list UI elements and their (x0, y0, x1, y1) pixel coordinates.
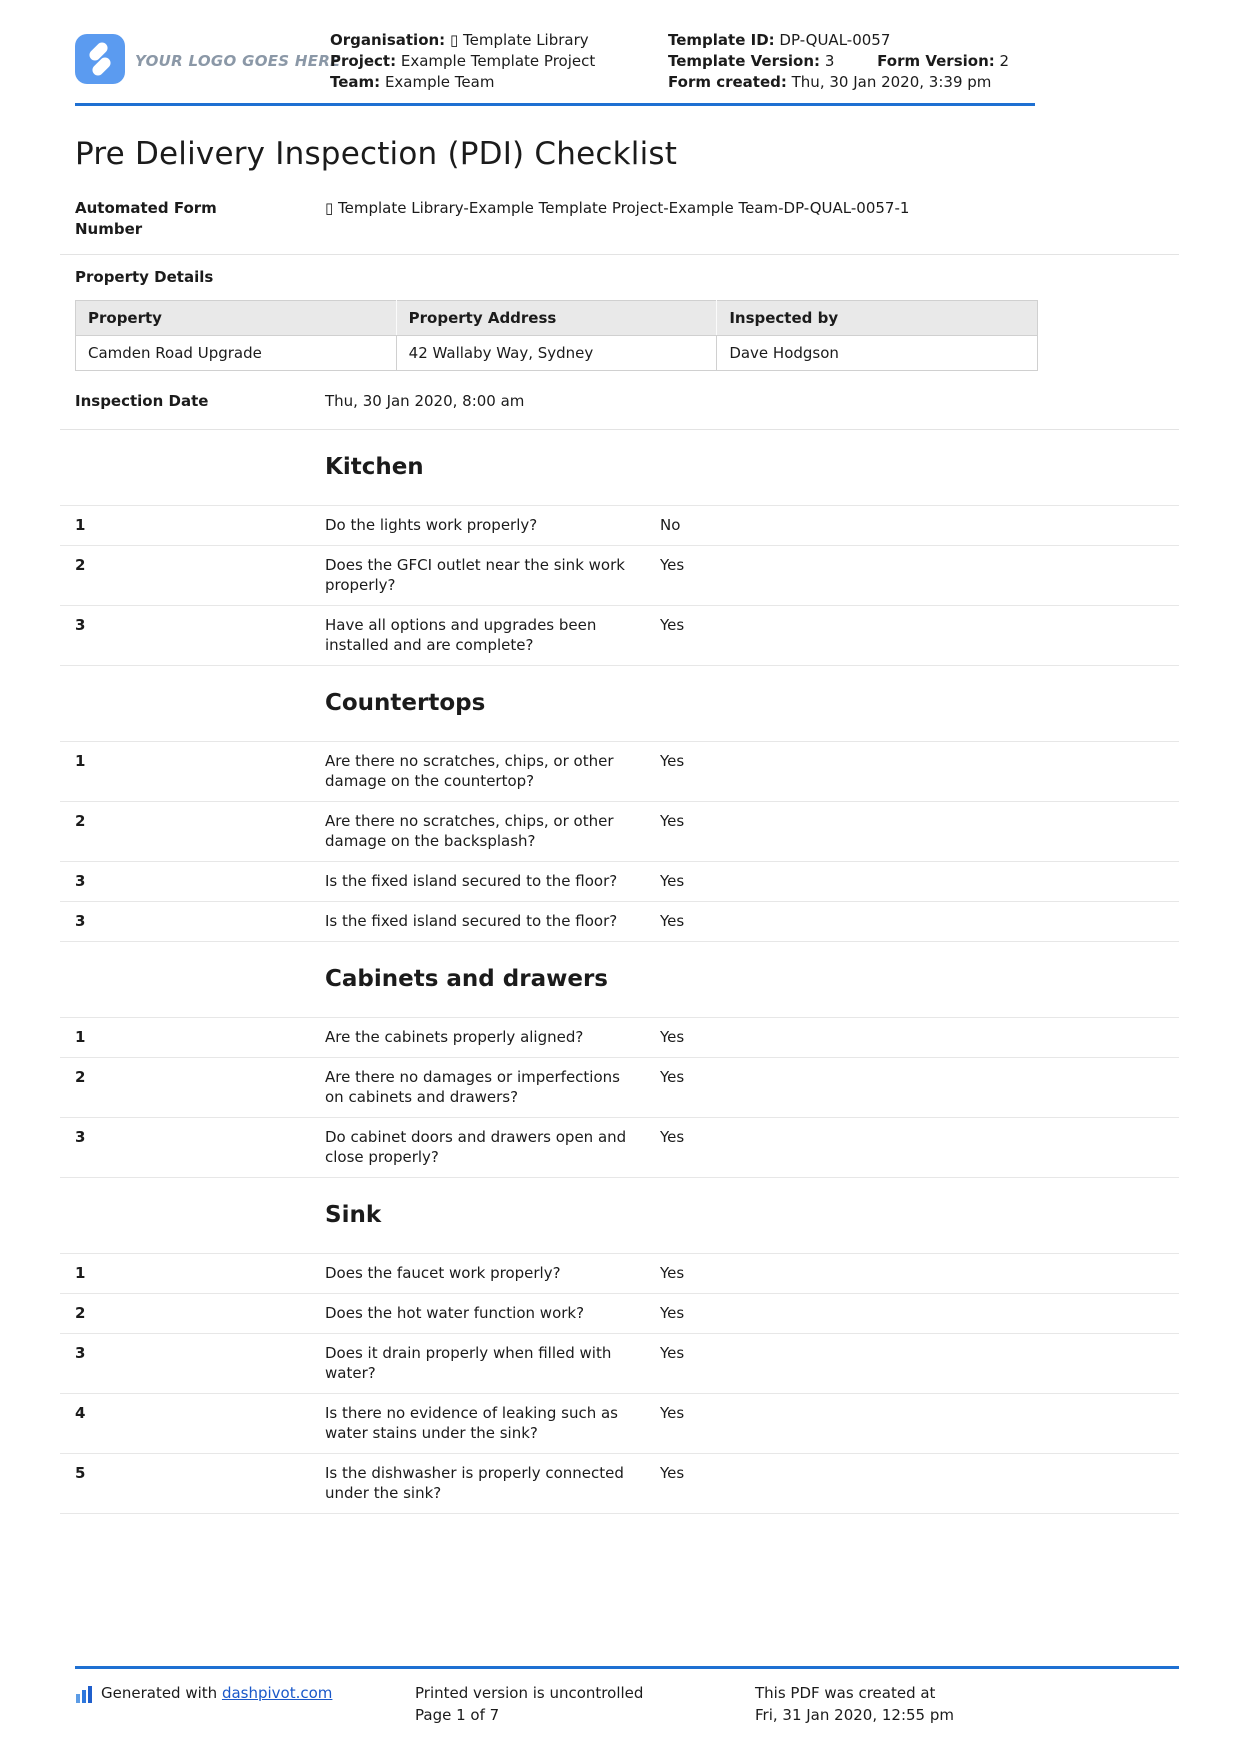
checklist-row (60, 605, 1179, 665)
footer-content (60, 1669, 1179, 1726)
item-question: Are there no scratches, chips, or other damage on the countertop? (325, 752, 614, 790)
template-id-label: Template ID: (668, 31, 775, 49)
checklist-section (60, 966, 1179, 1178)
table-row (76, 336, 1038, 371)
inspection-date-row (60, 391, 1179, 429)
item-answer: Yes (660, 912, 685, 930)
item-number: 3 (75, 912, 86, 930)
item-question: Have all options and upgrades been installed and are complete? (325, 616, 597, 654)
organisation-line (330, 30, 668, 51)
uncontrolled-notice: Printed version is uncontrolled (415, 1684, 644, 1702)
item-answer: Yes (660, 1264, 685, 1282)
item-number: 2 (75, 556, 86, 574)
section-heading: Kitchen (325, 454, 424, 480)
team-label: Team: (330, 73, 381, 91)
checklist-section (60, 1202, 1179, 1514)
form-created-line (668, 72, 1179, 93)
column-header-inspected-by: Inspected by (717, 301, 1038, 336)
generated-with-text (101, 1682, 332, 1704)
form-version-value: 2 (999, 52, 1010, 70)
checklist-section (60, 690, 1179, 942)
footer-generated (75, 1682, 415, 1726)
checklist-row (60, 901, 1179, 941)
project-label: Project: (330, 52, 397, 70)
item-number: 2 (75, 812, 86, 830)
item-answer: Yes (660, 872, 685, 890)
property-details-section (60, 255, 1179, 371)
versions-line (668, 51, 1179, 72)
item-question: Are the cabinets properly aligned? (325, 1028, 584, 1046)
project-line (330, 51, 668, 72)
item-question: Does the faucet work properly? (325, 1264, 561, 1282)
item-number: 5 (75, 1464, 86, 1482)
footer-right (755, 1682, 1179, 1726)
document-footer (60, 1666, 1179, 1754)
section-heading: Cabinets and drawers (325, 966, 608, 992)
item-question: Is the fixed island secured to the floor? (325, 912, 618, 930)
item-question: Does it drain properly when filled with water? (325, 1344, 612, 1382)
property-details-table (75, 300, 1038, 371)
checklist-row (60, 1293, 1179, 1333)
item-number: 3 (75, 616, 86, 634)
checklist-row (60, 505, 1179, 545)
section-rows (60, 505, 1179, 666)
section-rows (60, 741, 1179, 942)
checklist-row (60, 1253, 1179, 1293)
checklist-row (60, 1117, 1179, 1177)
item-question: Do the lights work properly? (325, 516, 538, 534)
property-address-cell: 42 Wallaby Way, Sydney (396, 336, 717, 371)
header-meta-left (330, 30, 668, 93)
section-heading: Countertops (325, 690, 486, 716)
checklist-row (60, 861, 1179, 901)
footer-center (415, 1682, 755, 1726)
property-cell: Camden Road Upgrade (76, 336, 397, 371)
generated-with-label: Generated with (101, 1684, 218, 1702)
item-answer: Yes (660, 752, 685, 770)
item-number: 2 (75, 1304, 86, 1322)
item-question: Does the GFCI outlet near the sink work properly? (325, 556, 625, 594)
item-number: 1 (75, 1264, 86, 1282)
column-header-property-address: Property Address (396, 301, 717, 336)
dashpivot-link[interactable]: dashpivot.com (221, 1684, 333, 1702)
item-question: Does the hot water function work? (325, 1304, 585, 1322)
item-answer: Yes (660, 1128, 685, 1146)
inspection-date-value: Thu, 30 Jan 2020, 8:00 am (325, 392, 525, 410)
item-number: 4 (75, 1404, 86, 1422)
page-number: Page 1 of 7 (415, 1706, 500, 1724)
automated-form-number-row (60, 198, 1179, 240)
item-answer: Yes (660, 812, 685, 830)
template-id-line (668, 30, 1179, 51)
item-answer: Yes (660, 1304, 685, 1322)
item-number: 1 (75, 1028, 86, 1046)
table-header-row (76, 301, 1038, 336)
checklist-row (60, 1057, 1179, 1117)
item-answer: No (660, 516, 681, 534)
item-number: 3 (75, 1128, 86, 1146)
item-answer: Yes (660, 556, 685, 574)
item-answer: Yes (660, 616, 685, 634)
item-number: 2 (75, 1068, 86, 1086)
checklist-row (60, 1393, 1179, 1453)
checklist-section (60, 454, 1179, 666)
template-version-label: Template Version: (668, 52, 821, 70)
checklist-row (60, 801, 1179, 861)
pdf-created-label: This PDF was created at (755, 1684, 936, 1702)
item-answer: Yes (660, 1344, 685, 1362)
checklist-row (60, 1333, 1179, 1393)
item-number: 1 (75, 752, 86, 770)
logo (75, 30, 341, 93)
organisation-label: Organisation: (330, 31, 446, 49)
property-details-heading: Property Details (75, 268, 214, 286)
header-meta-right (668, 30, 1179, 93)
document-header (60, 30, 1179, 93)
checklist-row (60, 741, 1179, 801)
automated-form-number-value: ▯ Template Library-Example Template Project-Example Team-DP-QUAL-0057-1 (325, 199, 910, 217)
template-id-value: DP-QUAL-0057 (779, 31, 891, 49)
project-value: Example Template Project (400, 52, 596, 70)
item-number: 1 (75, 516, 86, 534)
inspection-date-label: Inspection Date (75, 392, 209, 410)
item-question: Are there no scratches, chips, or other damage on the backsplash? (325, 812, 614, 850)
bar-chart-icon (75, 1685, 93, 1704)
team-value: Example Team (384, 73, 495, 91)
page-title: Pre Delivery Inspection (PDI) Checklist (75, 136, 678, 172)
item-question: Do cabinet doors and drawers open and close properly? (325, 1128, 627, 1166)
automated-form-number-label: Automated Form Number (75, 199, 217, 238)
pdf-created-date: Fri, 31 Jan 2020, 12:55 pm (755, 1706, 954, 1724)
item-question: Are there no damages or imperfections on cabinets and drawers? (325, 1068, 620, 1106)
company-logo-icon (75, 34, 125, 90)
team-line (330, 72, 668, 93)
item-number: 3 (75, 872, 86, 890)
column-header-property: Property (76, 301, 397, 336)
item-answer: Yes (660, 1028, 685, 1046)
item-answer: Yes (660, 1464, 685, 1482)
inspected-by-cell: Dave Hodgson (717, 336, 1038, 371)
section-rows (60, 1017, 1179, 1178)
item-question: Is there no evidence of leaking such as water stains under the sink? (325, 1404, 618, 1442)
header-divider (75, 103, 1035, 106)
item-number: 3 (75, 1344, 86, 1362)
checklist-row (60, 1017, 1179, 1057)
template-version-value: 3 (824, 52, 835, 70)
item-question: Is the dishwasher is properly connected under the sink? (325, 1464, 624, 1502)
form-created-label: Form created: (668, 73, 787, 91)
organisation-value: ▯ Template Library (449, 31, 589, 49)
form-created-value: Thu, 30 Jan 2020, 3:39 pm (791, 73, 992, 91)
section-rows (60, 1253, 1179, 1514)
item-question: Is the fixed island secured to the floor? (325, 872, 618, 890)
item-answer: Yes (660, 1404, 685, 1422)
form-version-label: Form Version: (877, 52, 995, 70)
logo-placeholder-text: YOUR LOGO GOES HERE (135, 52, 341, 70)
checklist-sections (60, 430, 1179, 1514)
section-heading: Sink (325, 1202, 382, 1228)
checklist-row (60, 1453, 1179, 1513)
checklist-row (60, 545, 1179, 605)
item-answer: Yes (660, 1068, 685, 1086)
